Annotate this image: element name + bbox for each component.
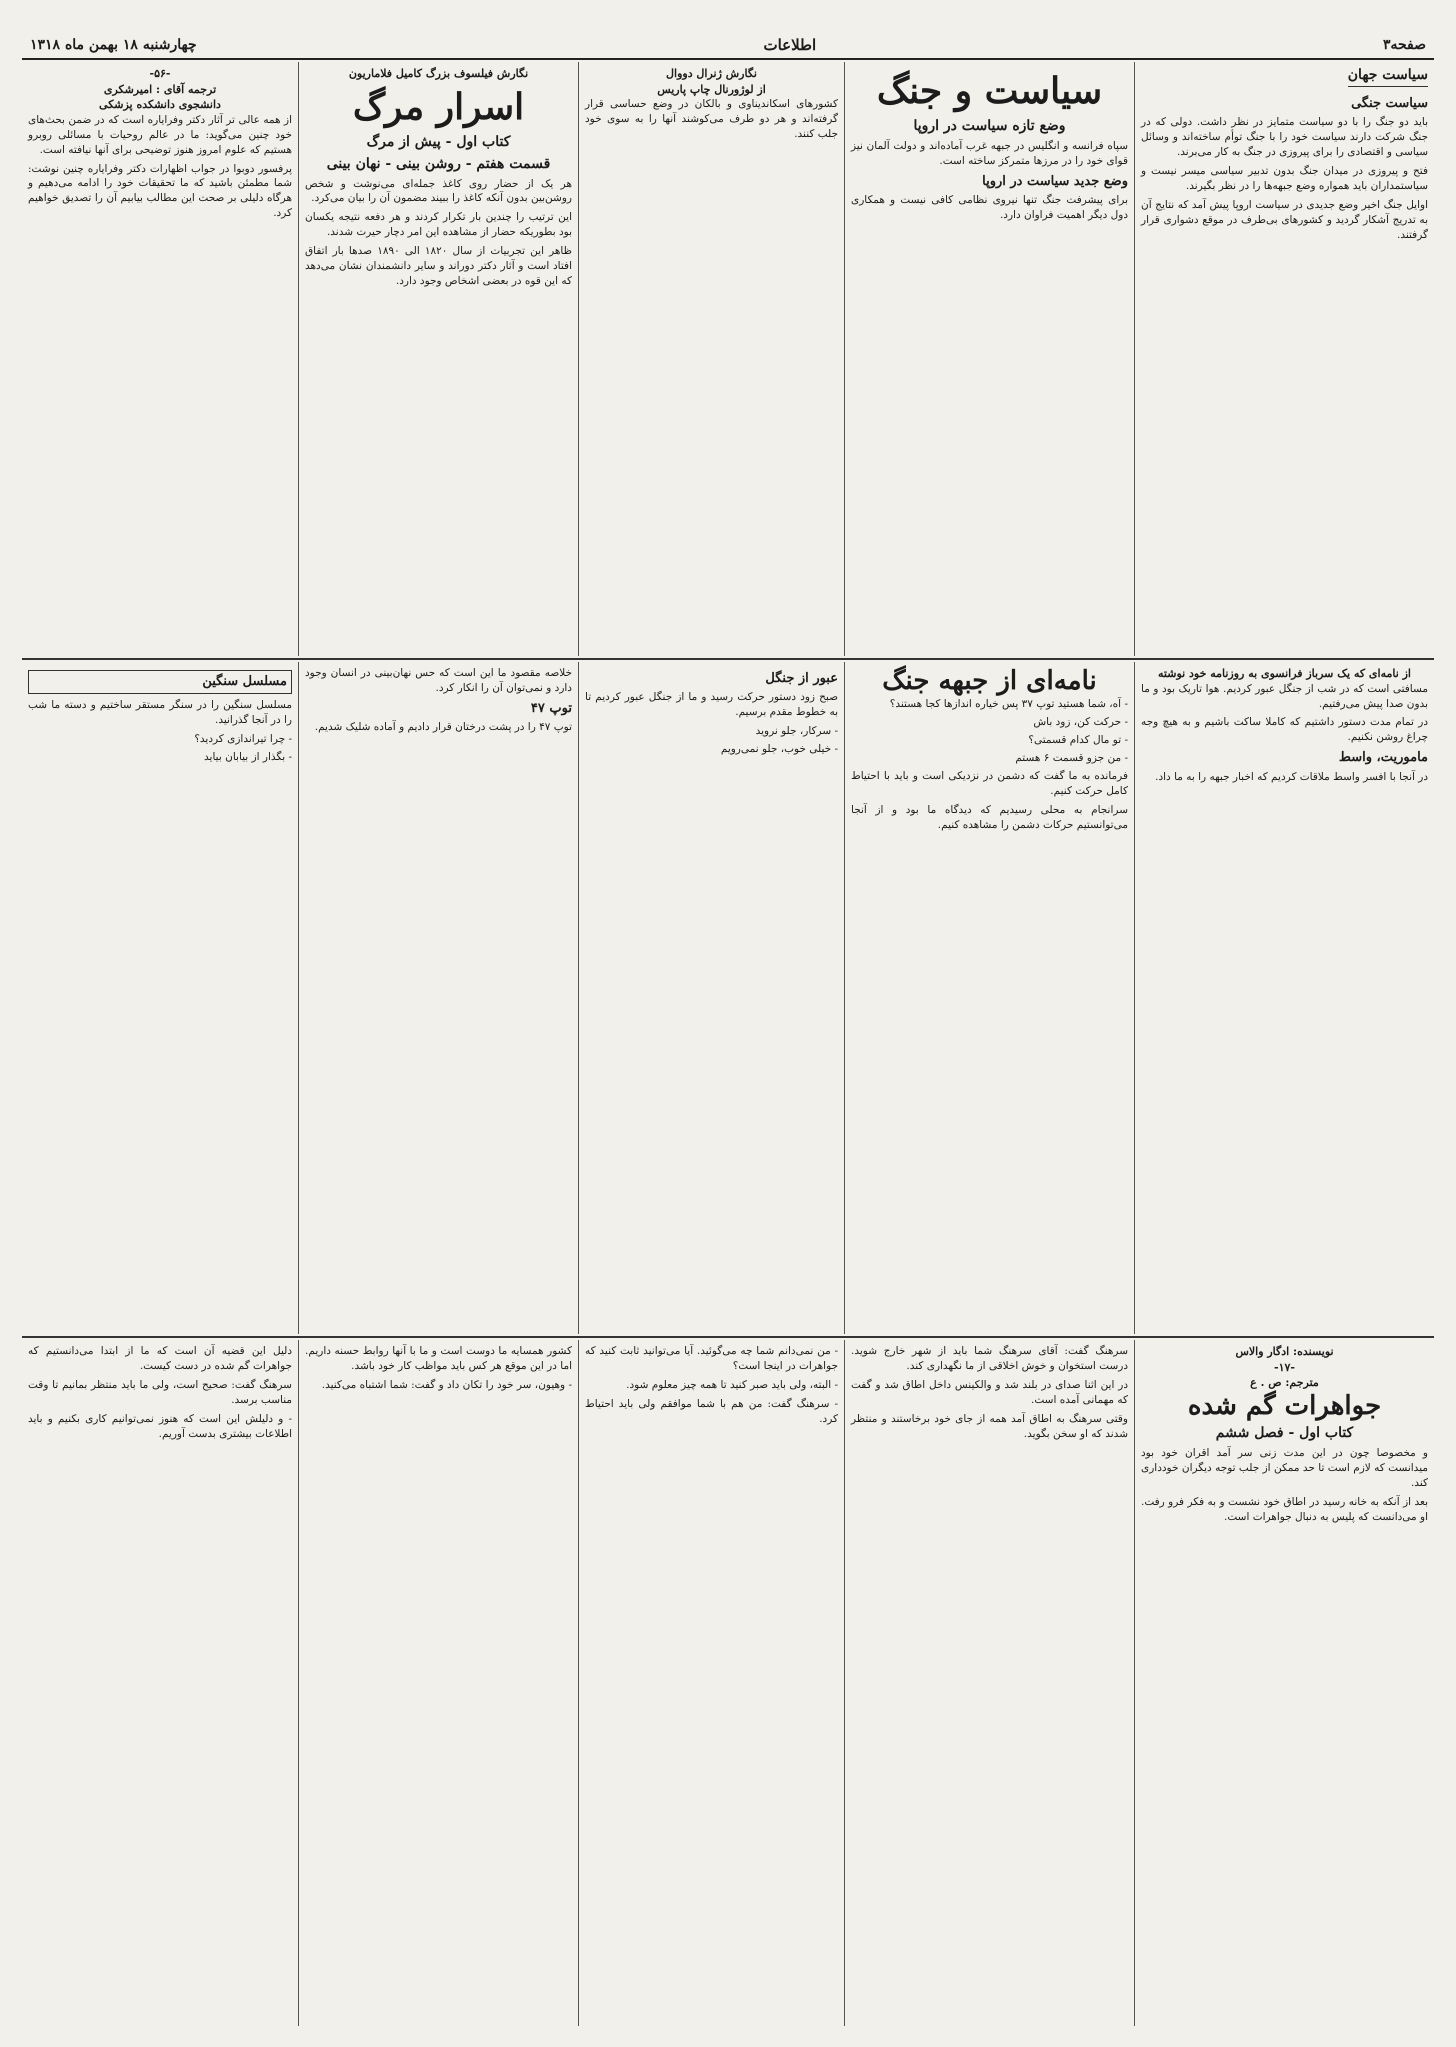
letter-dialog-line: - خیلی خوب، جلو نمی‌رویم: [720, 743, 838, 756]
death-byline: نگارش فیلسوف بزرگ کامیل فلاماریون: [348, 67, 529, 80]
letter-dialog-line: - آه، شما هستید توپ ۳۷ پس خیاره اندازها کجا هستند؟: [889, 698, 1128, 711]
jewels-column-5: [22, 1340, 298, 2026]
letter-paragraph: سرانجام به محلی رسیدیم که دیدگاه ما بود و از آنجا می‌توانستیم حرکات دشمن را مشاهده کنیم.: [851, 803, 1128, 831]
letter-paragraph: توپ ۴۷ را در پشت درختان قرار دادیم و آماده شلیک شدیم.: [314, 721, 572, 734]
death-translator: ترجمه آقای : امیرشکری: [103, 82, 217, 96]
politics-title: سیاست و جنگ: [876, 70, 1103, 112]
letter-column-1: [1134, 662, 1434, 1334]
letter-dialog-line: - من جزو قسمت ۶ هستم: [1015, 751, 1128, 764]
jewels-paragraph: - و دلیلش این است که هنوز نمی‌توانیم کاری بکنیم و باید اطلاعات بیشتری بدست آوریم.: [28, 1412, 292, 1440]
death-number: -۵۶-: [149, 67, 171, 80]
newspaper-name: اطلاعات: [763, 36, 817, 55]
jewels-column-2: [844, 1340, 1134, 2026]
jewels-column-3: [578, 1340, 844, 2026]
jewels-paragraph: - وهیون، سر خود را تکان داد و گفت: شما اشتباه می‌کنید.: [321, 1378, 572, 1391]
letter-section-forest: عبور از جنگل: [765, 671, 838, 686]
jewels-paragraph: در این اثنا صدای در بلند شد و والکینس داخل اطاق شد و گفت که مهمانی آمده است.: [851, 1378, 1128, 1406]
death-title: اسرار مرگ: [352, 85, 525, 128]
politics-tag: سیاست جهان: [1348, 66, 1428, 87]
jewels-paragraph: کشور همسایه ما دوست است و ما با آنها روابط حسنه داریم. اما در این موقع هر کس باید مواظب کار خود باشد.: [305, 1345, 572, 1372]
middle-band: [22, 662, 1434, 1334]
death-paragraph: این ترتیب را چندین بار تکرار کردند و هر دفعه نتیجه یکسان بود بطوریکه حضار از مشاهده این امر دچار حیرت شدند.: [305, 211, 572, 239]
page-number: صفحه۳: [1382, 37, 1426, 54]
jewels-paragraph: بعد از آنکه به خانه رسید در اطاق خود نشست و به فکر فرو رفت. او می‌دانست که پلیس به دنبال جواهرات است.: [1141, 1495, 1428, 1523]
jewels-part: کتاب اول - فصل ششم: [1215, 1425, 1354, 1442]
politics-paragraph: باید دو جنگ را با دو سیاست متمایز در نظر داشت. دولی که در جنگ شرکت دارند سیاست خود را با جنگ توأم ساخته‌اند و وسائل سیاسی و اقتصادی را برای پیروزی در جنگ به کار می‌برند.: [1141, 116, 1428, 159]
top-band: [22, 62, 1434, 656]
death-part: قسمت هفتم - روشن بینی - نهان بینی: [326, 155, 551, 172]
divider-rule: [22, 1336, 1434, 1338]
letter-byline: از نامه‌ای که یک سرباز فرانسوی به روزنامه خود نوشته: [1158, 667, 1411, 680]
divider-rule: [22, 658, 1434, 660]
politics-byline-author: نگارش ژنرال دووال: [666, 67, 757, 80]
letter-paragraph: در تمام مدت دستور داشتیم که کاملا ساکت باشیم و به هیچ وجه چراغ روشن نکنیم.: [1141, 716, 1428, 744]
jewels-translator: مترجم: ص . ع: [1250, 1376, 1319, 1390]
masthead: [22, 34, 1434, 60]
jewels-paragraph: سرهنگ گفت: آقای سرهنگ شما باید از شهر خارج شوید. درست استخوان و خوش اخلاقی از ما نگهداری کند.: [851, 1345, 1128, 1372]
politics-column-center: [844, 62, 1134, 656]
jewels-title: جواهرات گم شده: [1187, 1390, 1382, 1421]
letter-paragraph: فرمانده به ما گفت که دشمن در نزدیکی است و باید با احتیاط کامل حرکت کنیم.: [851, 769, 1128, 797]
letter-paragraph: مسافتی است که در شب از جنگل عبور کردیم. هوا تاریک بود و ما بدون صدا پیش می‌رفتیم.: [1141, 682, 1428, 710]
bottom-band: [22, 1340, 1434, 2026]
politics-paragraph: اوایل جنگ اخیر وضع جدیدی در سیاست اروپا پیش آمد که نتایج آن به تدریج آشکار گردید و کشورهای بی‌طرف در موقع دشواری قرار گرفتند.: [1141, 198, 1428, 241]
letter-dialog-line: - چرا تیراندازی کردید؟: [194, 733, 292, 746]
jewels-column-1: [1134, 1340, 1434, 2026]
politics-column-left: [578, 62, 844, 656]
death-column-right: [298, 62, 578, 656]
jewels-author: نویسنده: ادگار والاس: [1235, 1345, 1334, 1358]
death-paragraph: پرفسور دوبوا در جواب اظهارات دکتر وفرایاره چنین نوشت: شما مطمئن باشید که ما تحقیقات خود را ادامه می‌دهیم و هرگاه دلیلی بر صحت این مطالب بیابیم آن را تصدیق خواهیم کرد.: [28, 162, 292, 220]
letter-column-3: [578, 662, 844, 1334]
jewels-paragraph: - سرهنگ گفت: من هم با شما موافقم ولی باید احتیاط کرد.: [585, 1397, 838, 1425]
jewels-paragraph: دلیل این قضیه آن است که ما از ابتدا می‌دانستیم که جواهرات گم شده در دست کیست.: [28, 1345, 292, 1372]
jewels-paragraph: و مخصوصا چون در این مدت زنی سر آمد اقران خود بود میدانست که لازم است تا حد ممکن از جلب توجه دیگران خودداری کند.: [1141, 1446, 1428, 1489]
politics-subtitle: وضع تازه سیاست در اروپا: [913, 118, 1066, 135]
issue-date: چهارشنبه ۱۸ بهمن ماه ۱۳۱۸: [30, 37, 197, 54]
jewels-paragraph: وقتی سرهنگ به اطاق آمد همه از جای خود برخاستند و منتظر شدند که او سخن بگوید.: [851, 1412, 1128, 1440]
death-book: کتاب اول - پیش از مرگ: [366, 133, 511, 150]
letter-column-4: [298, 662, 578, 1334]
letter-paragraph: مسلسل سنگین را در سنگر مستقر ساختیم و دسته ما شب را در آنجا گذرانید.: [28, 699, 292, 727]
letter-paragraph: صبح زود دستور حرکت رسید و ما از جنگل عبور کردیم تا به خطوط مقدم برسیم.: [585, 691, 838, 719]
politics-column-right: [1134, 62, 1434, 656]
death-translator-note: دانشجوی دانشکده پزشکی: [99, 98, 221, 112]
letter-paragraph: در آنجا با افسر واسط ملاقات کردیم که اخبار جبهه را به ما داد.: [1155, 770, 1428, 783]
letter-dialog-line: - سرکار، جلو نروید: [755, 725, 838, 738]
death-paragraph: هر یک از حضار روی کاغذ جمله‌ای می‌نوشت و شخص روشن‌بین بدون آنکه کاغذ را ببیند مضمون آن را بیان می‌کرد.: [305, 177, 572, 205]
letter-section-officer: ماموریت، واسط: [1338, 750, 1428, 766]
politics-byline-source: از لوژورنال چاپ پاریس: [657, 82, 766, 96]
letter-section-stone: مسلسل سنگین: [28, 670, 292, 694]
death-column-left: [22, 62, 298, 656]
letter-title: نامه‌ای از جبهه جنگ: [882, 666, 1097, 696]
politics-subheading-1: سیاست جنگی: [1351, 95, 1428, 111]
politics-paragraph: برای پیشرفت جنگ تنها نیروی نظامی کافی نیست و همکاری دول دیگر اهمیت فراوان دارد.: [851, 194, 1128, 222]
death-paragraph: از همه عالی تر آثار دکتر وفرایاره است که در ضمن بحث‌های خود چنین می‌گوید: ما در عالم روحیات با مسائلی روبرو هستیم که علوم امروز هنوز توضیحی برای آنها نیافته است.: [28, 113, 292, 156]
politics-paragraph: فتح و پیروزی در میدان جنگ بدون تدبیر سیاسی میسر نیست و سیاستمداران باید همواره وضع جبهه‌ها را در نظر بگیرند.: [1141, 165, 1428, 192]
jewels-column-4: [298, 1340, 578, 2026]
jewels-paragraph: - البته، ولی باید صبر کنید تا همه چیز معلوم شود.: [626, 1378, 838, 1391]
letter-dialog-line: - حرکت کن، زود باش: [1033, 716, 1128, 729]
letter-column-5: [22, 662, 298, 1334]
politics-paragraph: کشورهای اسکاندیناوی و بالکان در وضع حساسی قرار گرفته‌اند و هر دو طرف می‌کوشند آنها را به سوی خود جلب کنند.: [585, 98, 838, 141]
death-paragraph: ظاهر این تجربیات از سال ۱۸۲۰ الی ۱۸۹۰ صدها بار اتفاق افتاد است و آثار دکتر دوراند و سایر دانشمندان نشان می‌دهد که این قوه در بعضی اشخاص وجود دارد.: [305, 245, 572, 287]
letter-column-2: [844, 662, 1134, 1334]
politics-paragraph: سپاه فرانسه و انگلیس در جبهه غرب آماده‌اند و دولت آلمان نیز قوای خود را در مرزها متمرکز ساخته است.: [851, 140, 1128, 167]
politics-subheading-2: وضع جدید سیاست در اروپا: [982, 173, 1128, 189]
jewels-paragraph: سرهنگ گفت: صحیح است، ولی ما باید منتظر بمانیم تا وقت مناسب برسد.: [28, 1378, 292, 1406]
letter-dialog-line: - تو مال کدام قسمتی؟: [1028, 734, 1128, 746]
letter-dialog-line: - بگذار از بیابان بیاید: [204, 751, 292, 764]
letter-section-gun: توپ ۴۷: [530, 700, 572, 716]
jewels-number: -۱۷-: [1274, 1360, 1295, 1374]
death-paragraph: خلاصه مقصود ما این است که حس نهان‌بینی در انسان وجود دارد و نمی‌توان آن را انکار کرد.: [305, 667, 572, 694]
jewels-paragraph: - من نمی‌دانم شما چه می‌گوئید. آیا می‌توانید ثابت کنید که جواهرات در اینجا است؟: [585, 1345, 838, 1372]
